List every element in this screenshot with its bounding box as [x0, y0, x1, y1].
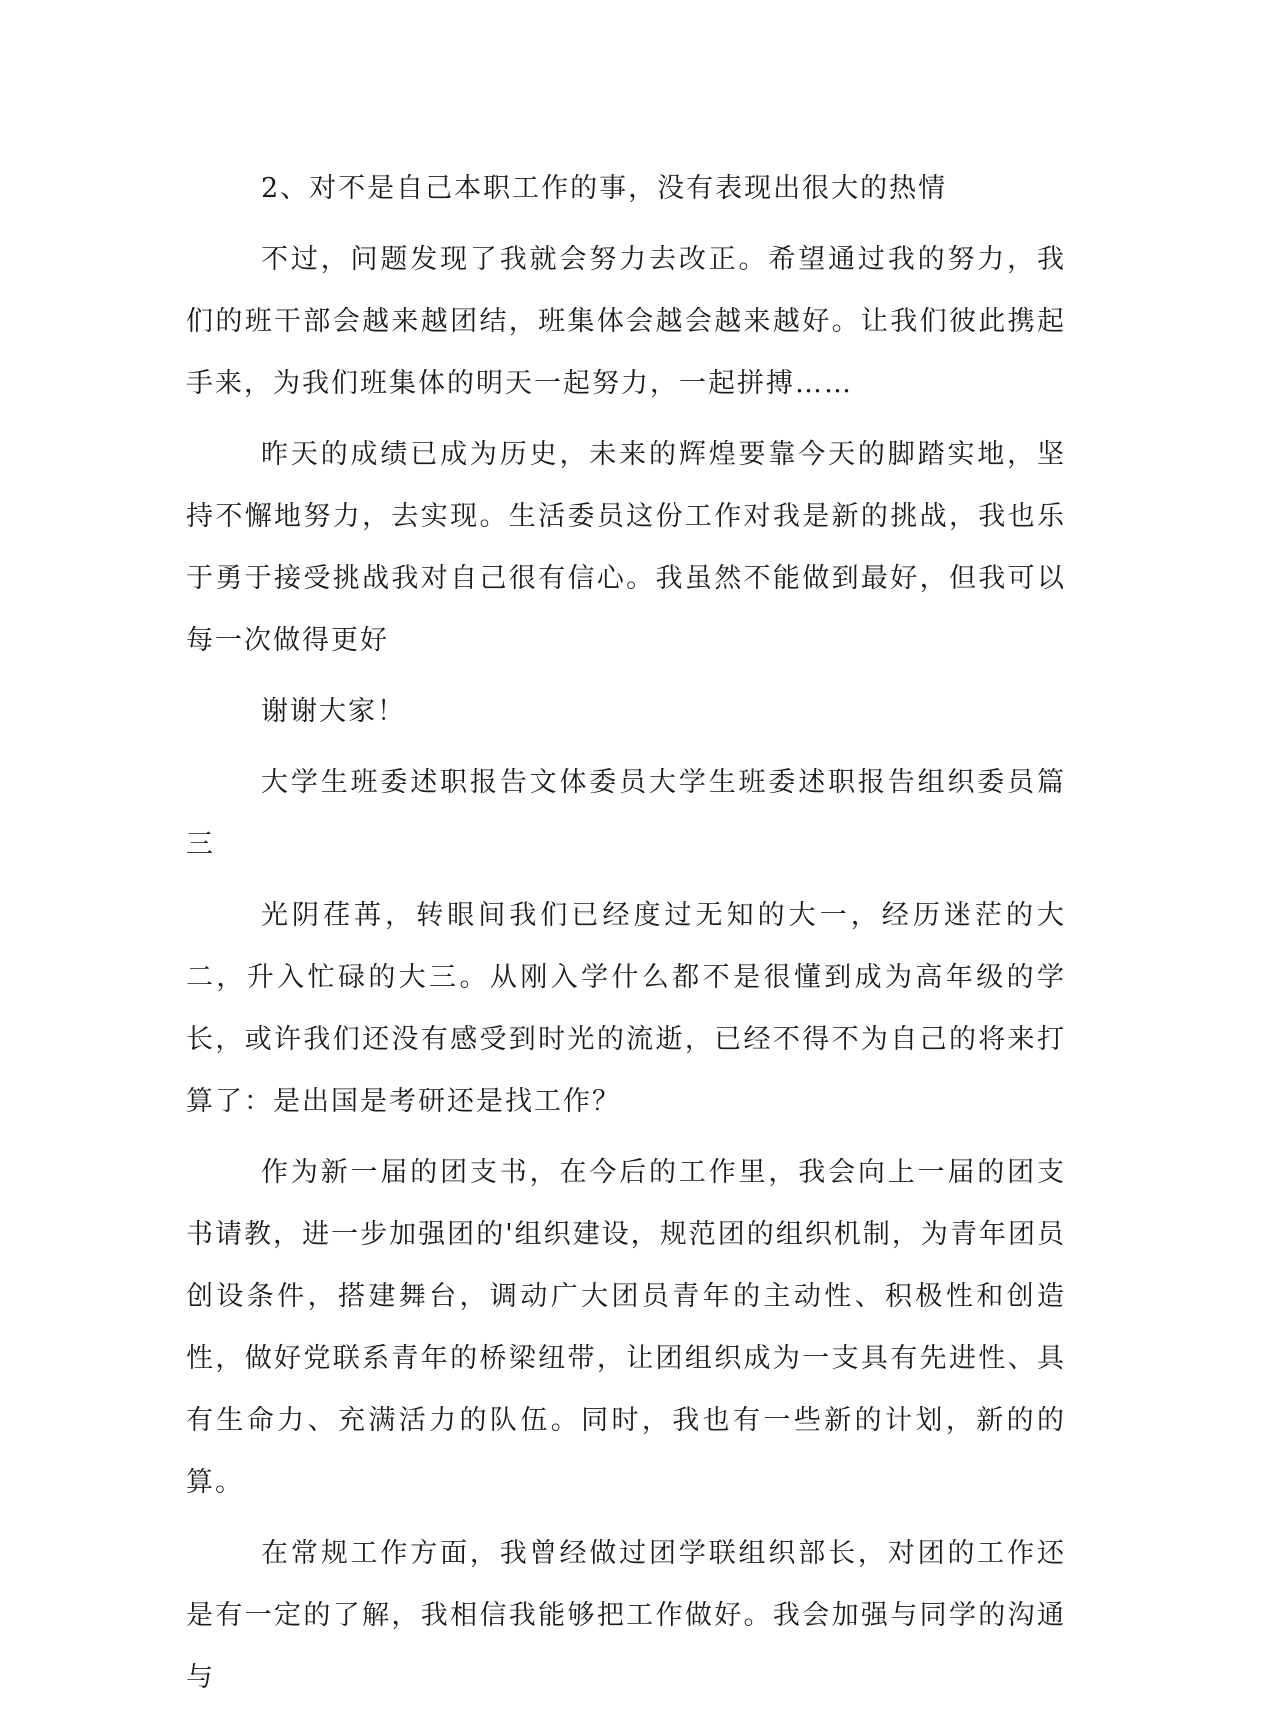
paragraph-league-secretary-plan: 作为新一届的团支书，在今后的工作里，我会向上一届的团支书请教，进一步加强团的'组织建设，规范团的组织机制，为青年团员创设条件，搭建舞台，调动广大团员青年的主动性、积极性和创造性，做好党联系青年的桥梁纽带，让团组织成为一支具有先进性、具有生命力、充满活力的队伍。同时，我也有一些新的计划，新的的算。	[186, 1157, 1066, 1498]
paragraph-routine-work: 在常规工作方面，我曾经做过团学联组织部长，对团的工作还是有一定的了解，我相信我能够把工作做好。我会加强与同学的沟通与	[186, 1538, 1066, 1693]
paragraph-thanks: 谢谢大家！	[261, 696, 406, 727]
document-body	[186, 158, 1066, 1718]
paragraph-self-criticism-item-2: 2、对不是自己本职工作的事，没有表现出很大的热情	[261, 173, 948, 204]
paragraph-future-commitment: 昨天的成绩已成为历史，未来的辉煌要靠今天的脚踏实地，坚持不懈地努力，去实现。生活委员这份工作对我是新的挑战，我也乐于勇于接受挑战我对自己很有信心。我虽然不能做到最好，但我可以每一次做得更好	[186, 439, 1066, 656]
section-heading: 大学生班委述职报告文体委员大学生班委述职报告组织委员篇三	[186, 767, 1066, 860]
paragraph-time-passing: 光阴荏苒，转眼间我们已经度过无知的大一，经历迷茫的大二，升入忙碌的大三。从刚入学什么都不是很懂到成为高年级的学长，或许我们还没有感受到时光的流逝，已经不得不为自己的将来打算了：是出国是考研还是找工作？	[186, 900, 1066, 1117]
paragraph-improvement: 不过，问题发现了我就会努力去改正。希望通过我的努力，我们的班干部会越来越团结，班集体会越会越来越好。让我们彼此携起手来，为我们班集体的明天一起努力，一起拼搏……	[186, 244, 1066, 399]
